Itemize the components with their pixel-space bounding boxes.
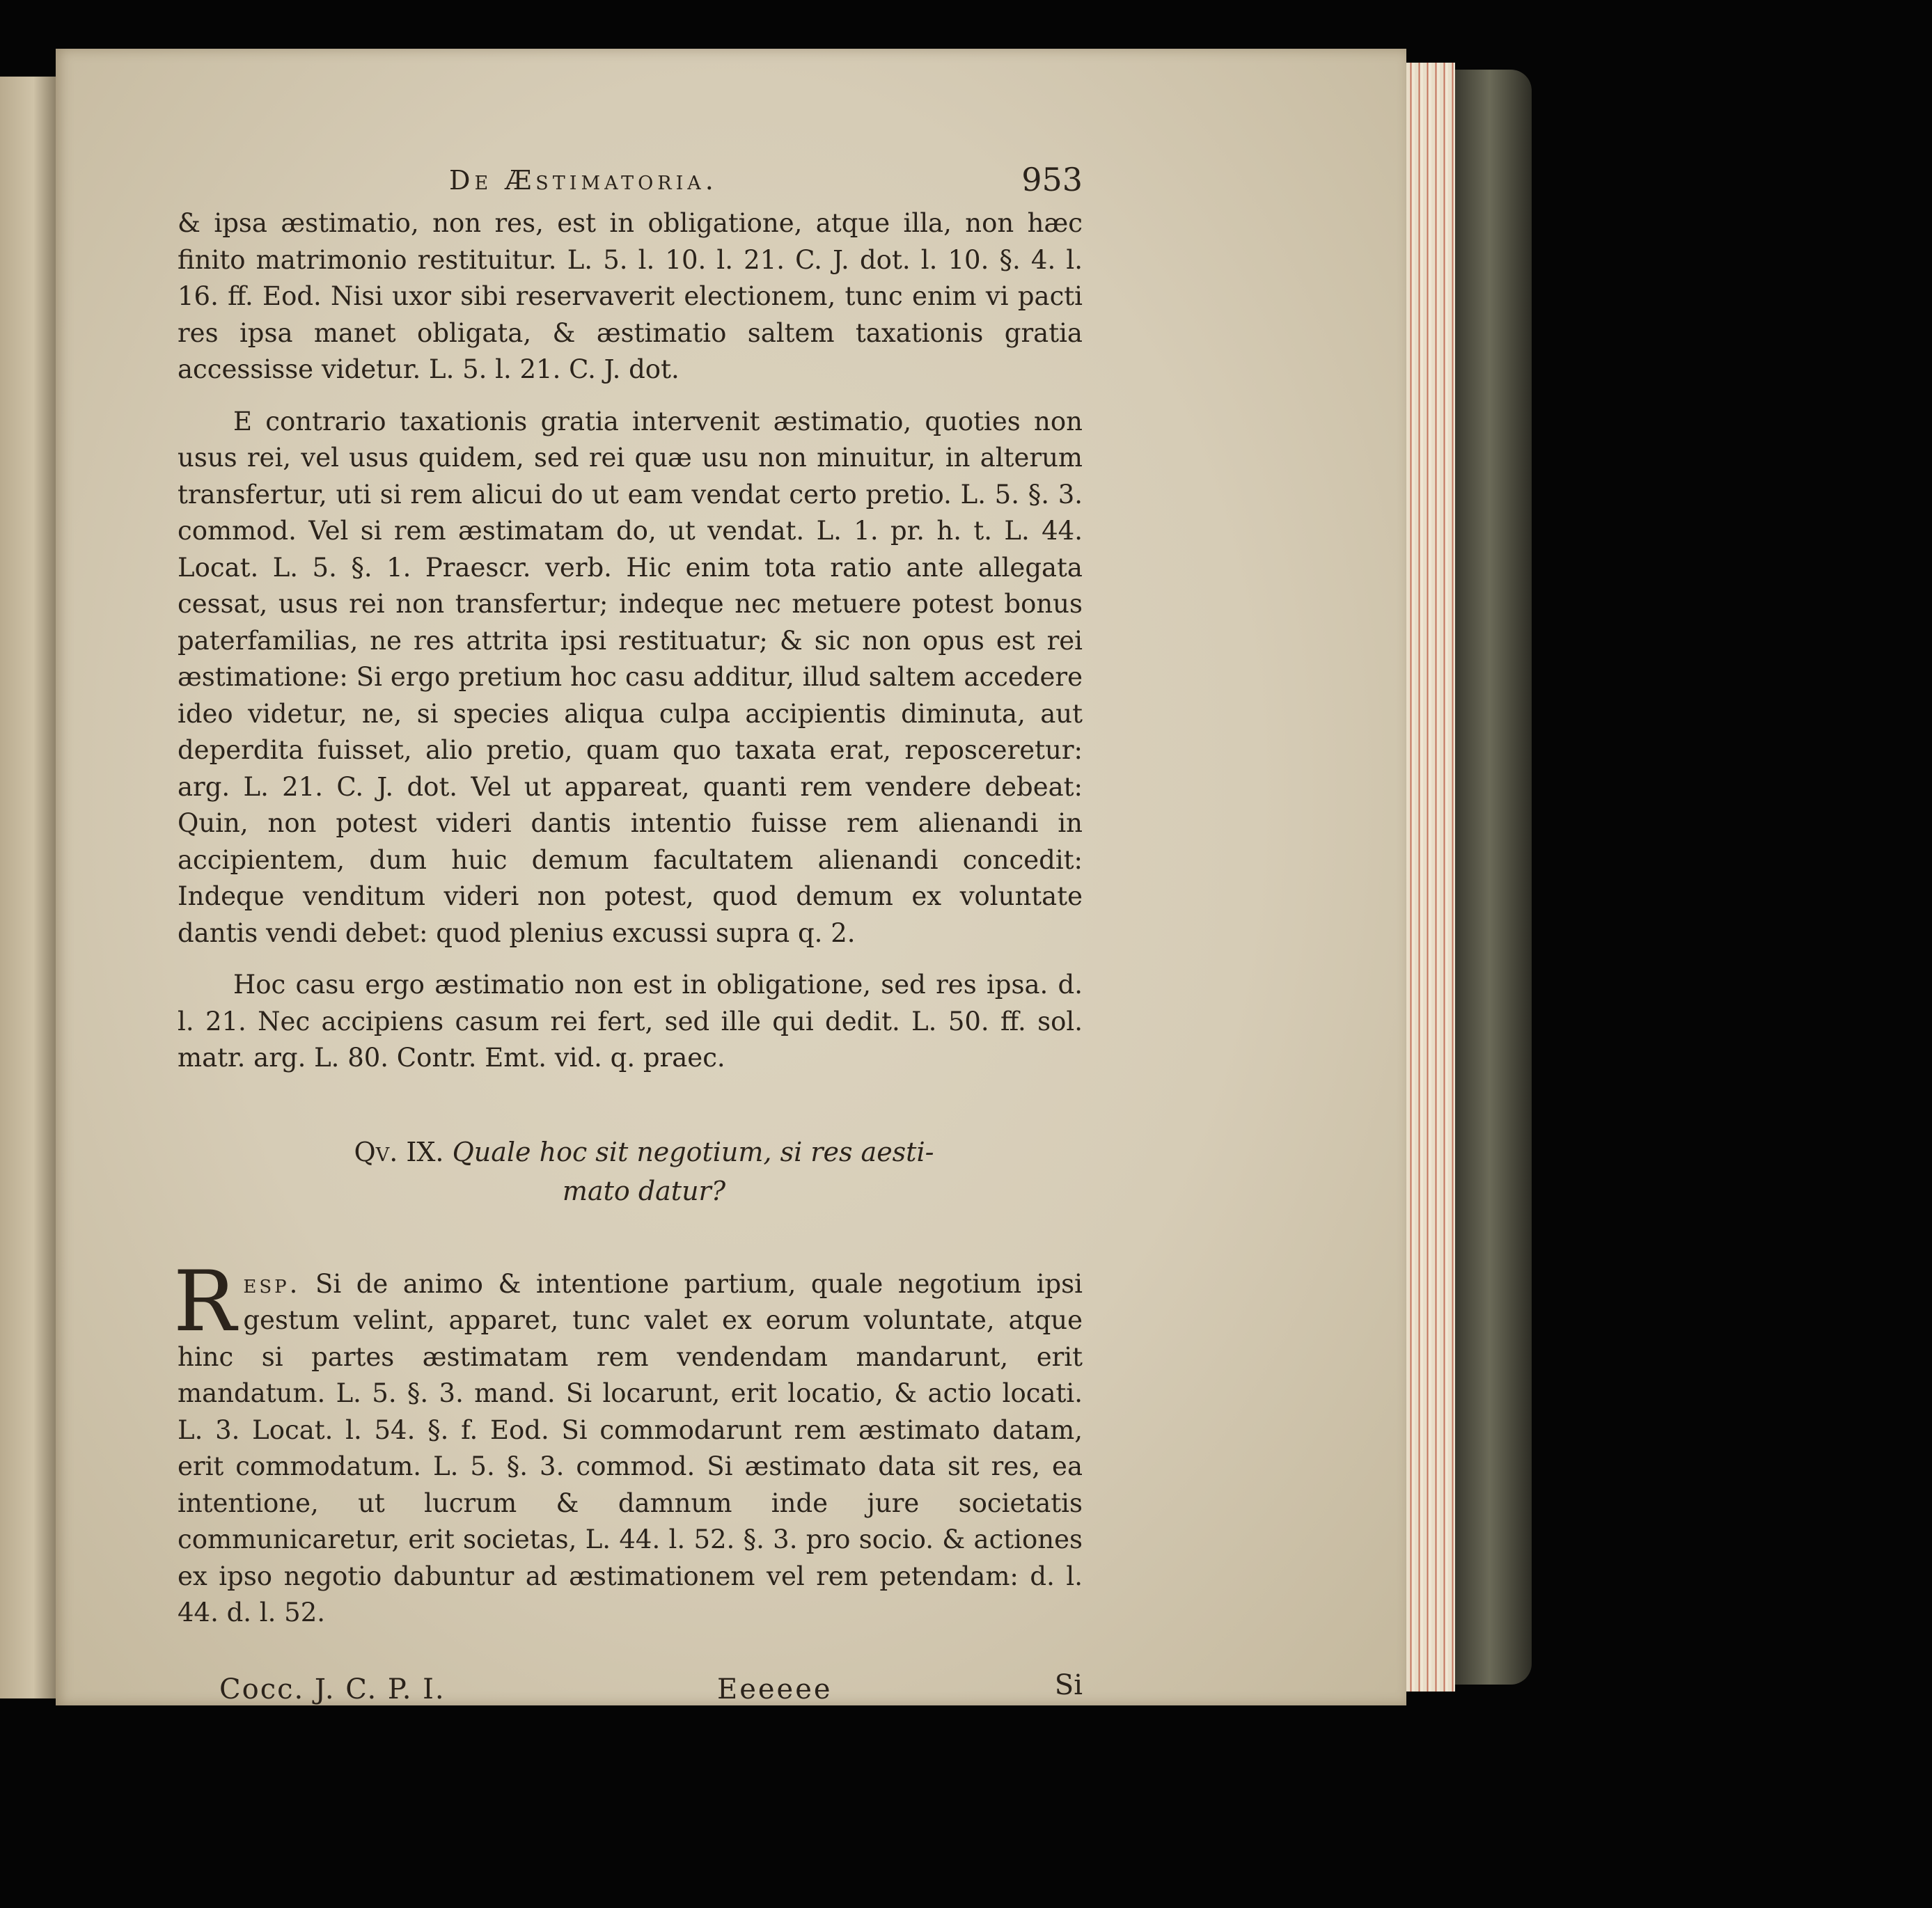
- left-page-edge: [0, 77, 56, 1698]
- question-heading: [205, 1133, 1083, 1211]
- paragraph-2: E contrario taxationis gratia intervenit æstimatio, quoties non usus rei, vel usus quidem, sed rei quæ usu non minuitur, in alterum transfertur, uti si rem alicui do ut eam vendat certo pretio. L. 5. §. 3. commod. Vel si rem æstimatam do, ut vendat. L. 1. pr. h. t. L. 44. Locat. L. 5. §. 1. Praescr. verb. Hic enim tota ratio ante allegata cessat, usus rei non transfertur; indeque nec metuere potest bonus paterfamilias, ne res attrita ipsi restituatur; & sic non opus est rei æstimatione: Si ergo pretium hoc casu additur, illud saltem accedere ideo videtur, ne, si species aliqua culpa accipientis diminuta, aut deperdita fuisset, alio pretio, quam quo taxata erat, reposceretur: arg. L. 21. C. J. dot. Vel ut appareat, quanti rem vendere debeat: Quin, non potest videri dantis intentio fuisse rem alienandi in accipientem, dum huic demum facultatem alienandi concedit: Indeque venditum videri non potest, quod demum ex voluntate dantis vendi debet: quod plenius excussi supra q. 2.: [178, 406, 1083, 948]
- signature-mark: Eeeeee: [717, 1673, 833, 1705]
- question-text-line1: Quale hoc sit negotium, si res aesti-: [452, 1136, 934, 1167]
- signature: Cocc. J. C. P. I.: [219, 1673, 446, 1705]
- running-title: De Æstimatoria.: [449, 165, 718, 196]
- question-label: Qv. IX.: [354, 1136, 444, 1167]
- answer-text: Si de animo & intentione partium, quale negotium ipsi gestum velint, apparet, tunc valet ex eorum voluntate, atque hinc si partes æstimatam rem vendendam mandarunt, erit mandatum. L. 5. §. 3. mand. Si locarunt, erit locatio, & actio locati. L. 3. Locat. l. 54. §. f. Eod. Si commodarunt rem æstimato datam, erit commodatum. L. 5. §. 3. commod. Si æstimato data sit res, ea intentione, ut lucrum & damnum inde jure societatis communicaretur, erit societas, L. 44. l. 52. §. 3. pro socio. & actiones ex ipso negotio dabuntur ad æstimationem vel rem petendam: d. l. 44. d. l. 52.: [178, 1268, 1083, 1627]
- running-head: [178, 157, 1083, 205]
- catchword: Si: [1054, 1669, 1083, 1701]
- resp-label: esp.: [243, 1268, 301, 1299]
- answer-paragraph: [173, 1253, 1083, 1632]
- question-text-line2: mato datur?: [562, 1175, 726, 1206]
- page-fore-edge: [1406, 63, 1455, 1692]
- paragraph-3: Hoc casu ergo æstimatio non est in obligatione, sed res ipsa. d. l. 21. Nec accipiens casum rei fert, sed ille qui dedit. L. 50. ff. sol. matr. arg. L. 80. Contr. Emt. vid. q. praec.: [178, 970, 1083, 1073]
- page-footer: [178, 1669, 1083, 1715]
- page-text: [173, 157, 1083, 1715]
- paragraph-1: & ipsa æstimatio, non res, est in obligatione, atque illa, non hæc finito matrimonio restituitur. L. 5. l. 10. l. 21. C. J. dot. l. 10. §. 4. l. 16. ff. Eod. Nisi uxor sibi reservaverit electionem, tunc enim vi pacti res ipsa manet obligata, & æstimatio saltem taxationis gratia accessisse videtur. L. 5. l. 21. C. J. dot.: [178, 208, 1083, 384]
- book-cover: [1455, 70, 1532, 1685]
- page-number: 953: [1021, 161, 1083, 198]
- drop-cap: R: [173, 1253, 237, 1350]
